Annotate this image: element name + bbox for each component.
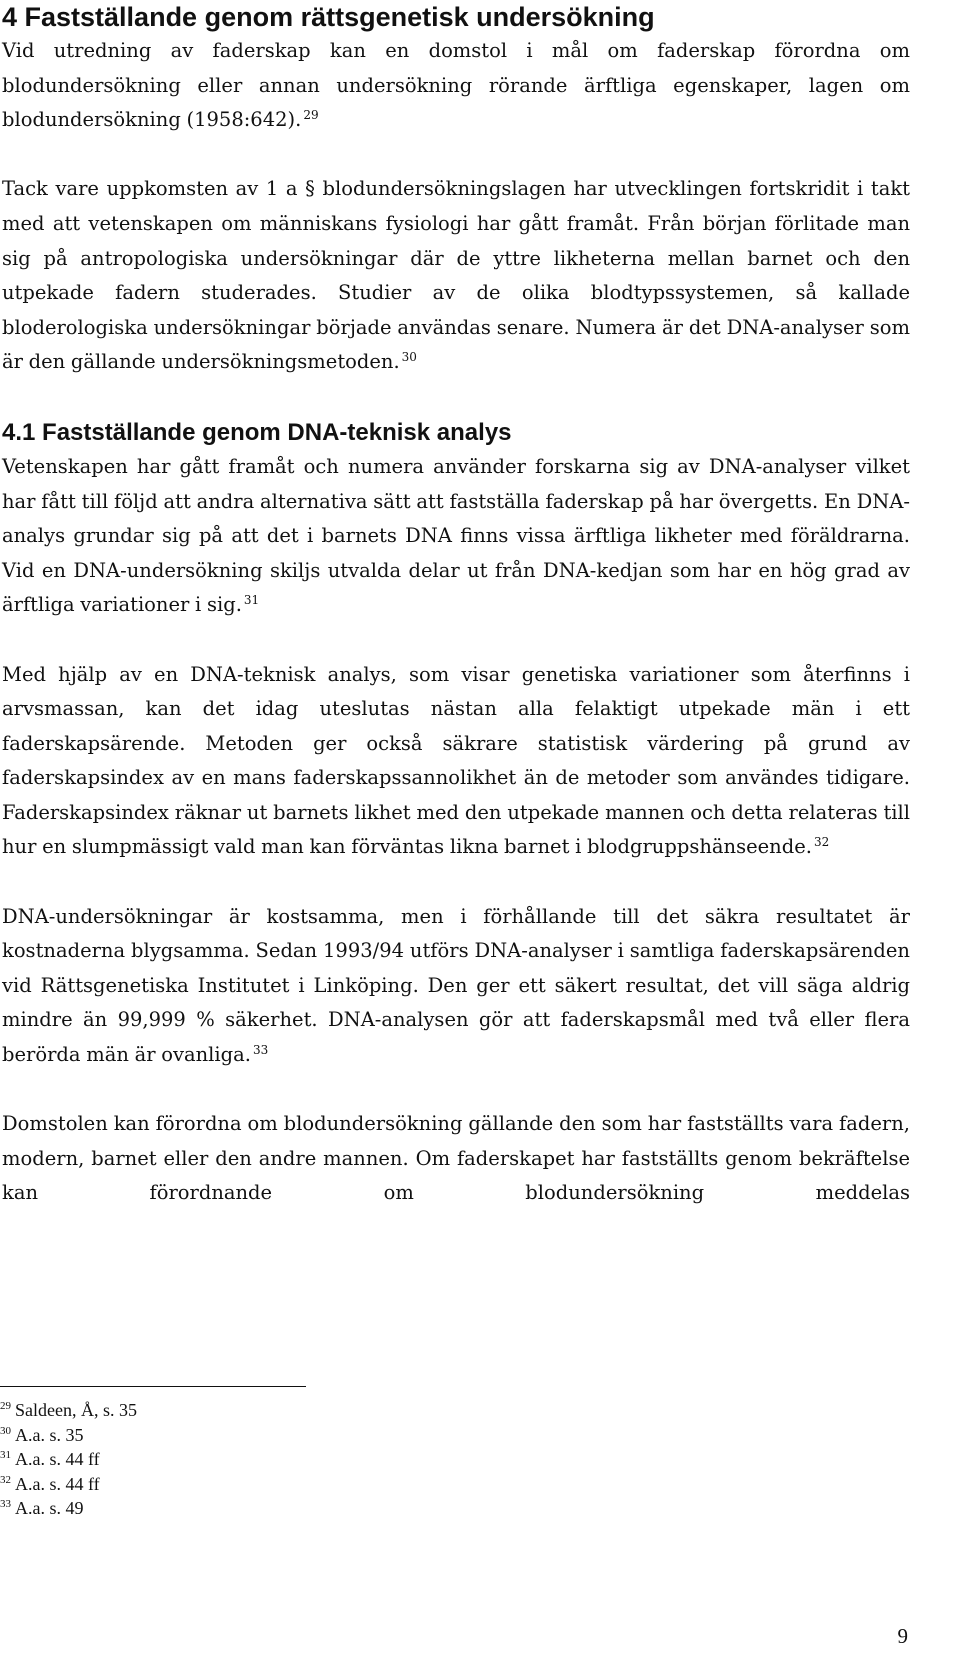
footnote-ref[interactable]: 33 xyxy=(252,1042,269,1057)
page-number: 9 xyxy=(897,1624,908,1648)
footnote-ref[interactable]: 32 xyxy=(813,834,830,849)
paragraph: Med hjälp av en DNA-teknisk analys, som visar genetiska variationer som återfinns i arvsmassan, kan det idag uteslutas nästan alla felaktigt utpekade män i ett faderskapsärende. Metoden ger också säkrare statistisk värdering på grund av faderskapsindex av en mans faderskapssannolikhet än de metoder som användes tidigare. Faderskapsindex räknar ut barnets likhet med den utpekade mannen och detta relateras till hur en slumpmässigt vald man kan förväntas likna barnet i blodgruppshänseende. $^{32}$ xyxy=(2,662,910,859)
paragraph: Vetenskapen har gått framåt och numera använder forskarna sig av DNA-analyser vilket har fått till följd att andra alternativa sätt att fastställa faderskap på har övergetts. En DNA-analys grundar sig på att det i barnets DNA finns vissa ärftliga likheter med föräldrarna. Vid en DNA-undersökning skiljs utvalda delar ut från DNA-kedjan som har en hög grad av ärftliga variationer i sig. $^{31}$ xyxy=(2,454,910,617)
footnote-ref[interactable]: 30 xyxy=(401,349,417,364)
footnote-number: 30 xyxy=(0,1424,11,1437)
section-heading: 4 Fastställande genom rättsgenetisk undersökning xyxy=(2,2,655,32)
footnote-ref[interactable]: 29 xyxy=(303,107,319,122)
footnote: $^{29}$ Saldeen, Å, s. 35 xyxy=(0,1400,137,1420)
document-page xyxy=(2,0,910,1211)
footnote: $^{31}$ A.a. s. 44 ff xyxy=(0,1449,100,1469)
footnote: $^{33}$ A.a. s. 49 xyxy=(0,1498,84,1518)
footnotes xyxy=(0,1398,137,1521)
footnote: $^{30}$ A.a. s. 35 xyxy=(0,1424,84,1445)
paragraph: Vid utredning av faderskap kan en domstol i mål om faderskap förordna om blodundersökning eller annan undersökning rörande ärftliga egenskaper, lagen om blodundersökning (1958:642). $^{29}$ xyxy=(2,39,910,132)
footnote-divider xyxy=(0,1386,306,1387)
footnote: $^{32}$ A.a. s. 44 ff xyxy=(0,1473,100,1494)
footnote-number: 31 xyxy=(0,1449,11,1461)
footnote-number: 32 xyxy=(0,1473,11,1486)
paragraph: DNA-undersökningar är kostsamma, men i förhållande till det säkra resultatet är kostnaderna blygsamma. Sedan 1993/94 utförs DNA-analyser i samtliga faderskapsärenden vid Rättsgenetiska Institutet i Linköping. Den ger ett säkert resultat, det vill säga aldrig mindre än 99,999 % säkerhet. DNA-analysen gör att faderskapsmål med två eller flera berörda män är ovanliga. $^{33}$ xyxy=(2,904,910,1067)
footnote-ref[interactable]: 31 xyxy=(243,592,260,607)
subsection-heading: 4.1 Fastställande genom DNA-teknisk analys xyxy=(2,418,512,446)
footnote-number: 29 xyxy=(0,1400,11,1412)
paragraph: Tack vare uppkomsten av 1 a § blodundersökningslagen har utvecklingen fortskridit i takt med att vetenskapen om människans fysiologi har gått framåt. Från början förlitade man sig på antropologiska undersökningar där de yttre likheterna mellan barnet och den utpekade fadern studerades. Studier av de olika blodtypssystemen, så kallade bloderologiska undersökningar började användas senare. Numera är det DNA-analyser som är den gällande undersökningsmetoden. $^{30}$ xyxy=(2,177,910,374)
paragraph: Domstolen kan förordna om blodundersökning gällande den som har fastställts vara fadern, modern, barnet eller den andre mannen. Om faderskapet har fastställts genom bekräftelse kan förordnande om blodundersökning meddelas xyxy=(2,1112,910,1205)
footnote-number: 33 xyxy=(0,1498,11,1510)
